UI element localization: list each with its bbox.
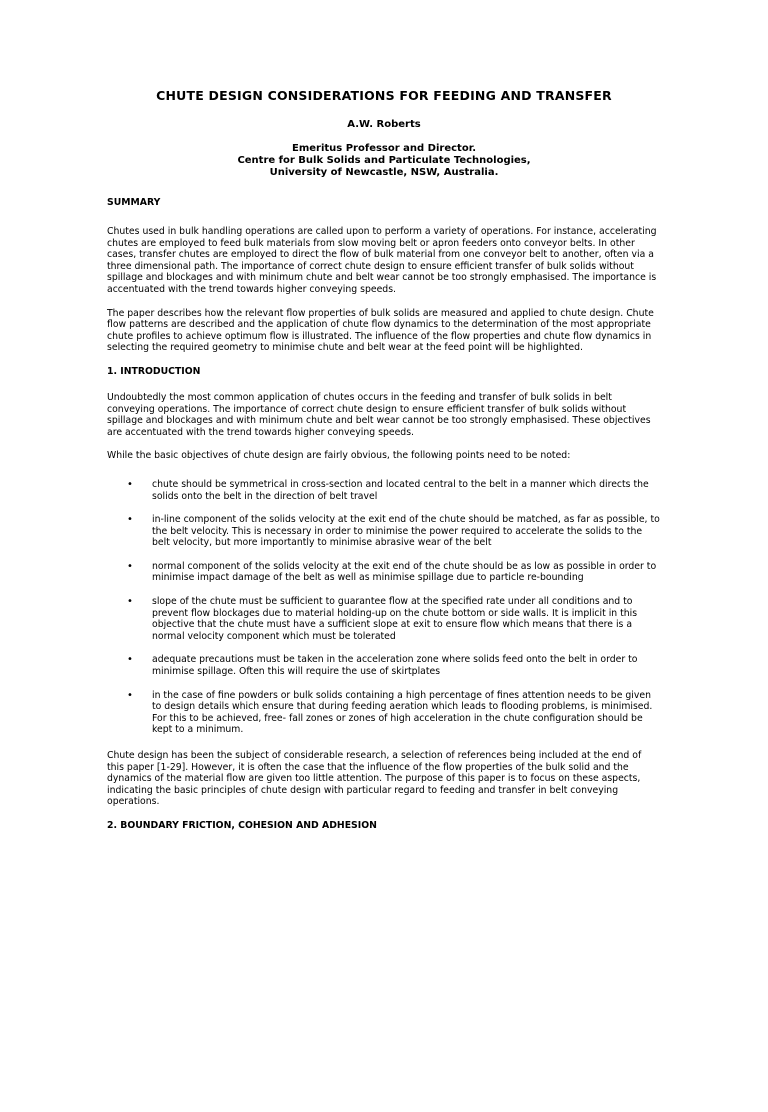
affiliation-line: Centre for Bulk Solids and Particulate Technologies, xyxy=(237,155,531,166)
closing-paragraph: Chute design has been the subject of considerable research, a selection of references being included at the end of this paper [1-29]. However, it is often the case that the influence of the flow properties of the bulk solid and the dynamics of the material flow are given too little attention. The purpose of this paper is to focus on these aspects, indicating the basic principles of chute design with particular regard to feeding and transfer in belt conveying operations. xyxy=(107,750,642,808)
list-item xyxy=(107,514,661,549)
document-page xyxy=(0,88,768,1112)
introduction-heading: 1. INTRODUCTION xyxy=(107,365,201,377)
bullet-icon: • xyxy=(127,560,133,572)
list-item xyxy=(107,479,661,502)
introduction-paragraph: While the basic objectives of chute design are fairly obvious, the following points need to be noted: xyxy=(107,450,571,462)
list-item xyxy=(107,596,661,642)
bullet-icon: • xyxy=(127,596,133,608)
bullet-icon: • xyxy=(127,689,133,701)
list-item xyxy=(107,561,661,584)
summary-paragraph: The paper describes how the relevant flow properties of bulk solids are measured and applied to chute design. Chute flow patterns are described and the application of chute flow dynamics to the determination of the most appropriate chute profiles to achieve optimum flow is illustrated. The influence of the flow properties and chute flow dynamics in selecting the required geometry to minimise chute and belt wear at the feed point will be highlighted. xyxy=(107,307,654,354)
affiliation-line: University of Newcastle, NSW, Australia. xyxy=(269,167,499,178)
affiliation-line: Emeritus Professor and Director. xyxy=(291,143,476,154)
page-title: CHUTE DESIGN CONSIDERATIONS FOR FEEDING AND TRANSFER xyxy=(156,88,612,103)
summary-paragraph: Chutes used in bulk handling operations are called upon to perform a variety of operations. For instance, accelerating chutes are employed to feed bulk materials from slow moving belt or apron feeders onto conveyor belts. In other cases, transfer chutes are employed to direct the flow of bulk material from one conveyor belt to another, often via a three dimensional path. The importance of correct chute design to ensure efficient transfer of bulk solids without spillage and blockages and with minimum chute and belt wear cannot be too strongly emphasised. The importance is accentuated with the trend towards higher conveying speeds. xyxy=(107,226,657,295)
author-affiliation xyxy=(107,143,661,179)
list-item-text: slope of the chute must be sufficient to guarantee flow at the specified rate under all conditions and to prevent flow blockages due to material holding-up on the chute bottom or side walls. It is implicit in this objective that the chute must have a sufficient slope at exit to ensure flow which means that there is a normal velocity component which must be tolerated xyxy=(152,596,638,642)
list-item-text: normal component of the solids velocity at the exit end of the chute should be as low as possible in order to minimise impact damage of the belt as well as minimise spillage due to particle re-bounding xyxy=(152,560,657,584)
list-item-text: in-line component of the solids velocity at the exit end of the chute should be matched, as far as possible, to the belt velocity. This is necessary in order to minimise the power required to accelerate the solids to the belt velocity, but more importantly to minimise abrasive wear of the belt xyxy=(152,514,660,549)
list-item-text: in the case of fine powders or bulk solids containing a high percentage of fines attention needs to be given to design details which ensure that during feeding aeration which leads to flooding problems, is minimised. For this to be achieved, free- fall zones or zones of high acceleration in the chute configuration should be kept to a minimum. xyxy=(152,689,653,736)
bullet-icon: • xyxy=(127,478,133,490)
list-item-text: adequate precautions must be taken in the acceleration zone where solids feed onto the belt in order to minimise spillage. Often this will require the use of skirtplates xyxy=(152,654,638,678)
list-item xyxy=(107,690,661,736)
design-points-list xyxy=(107,479,661,736)
list-item xyxy=(107,654,661,677)
list-item-text: chute should be symmetrical in cross-section and located central to the belt in a manner which directs the solids onto the belt in the direction of belt travel xyxy=(152,478,649,502)
author-name: A.W. Roberts xyxy=(347,119,421,130)
bullet-icon: • xyxy=(127,654,133,666)
boundary-heading: 2. BOUNDARY FRICTION, COHESION AND ADHESION xyxy=(107,819,377,831)
bullet-icon: • xyxy=(127,514,133,526)
introduction-paragraph: Undoubtedly the most common application of chutes occurs in the feeding and transfer of bulk solids in belt conveying operations. The importance of correct chute design to ensure efficient transfer of bulk solids without spillage and blockages and with minimum chute and belt wear cannot be too strongly emphasised. These objectives are accentuated with the trend towards higher conveying speeds. xyxy=(107,391,651,438)
summary-heading: SUMMARY xyxy=(107,197,161,208)
